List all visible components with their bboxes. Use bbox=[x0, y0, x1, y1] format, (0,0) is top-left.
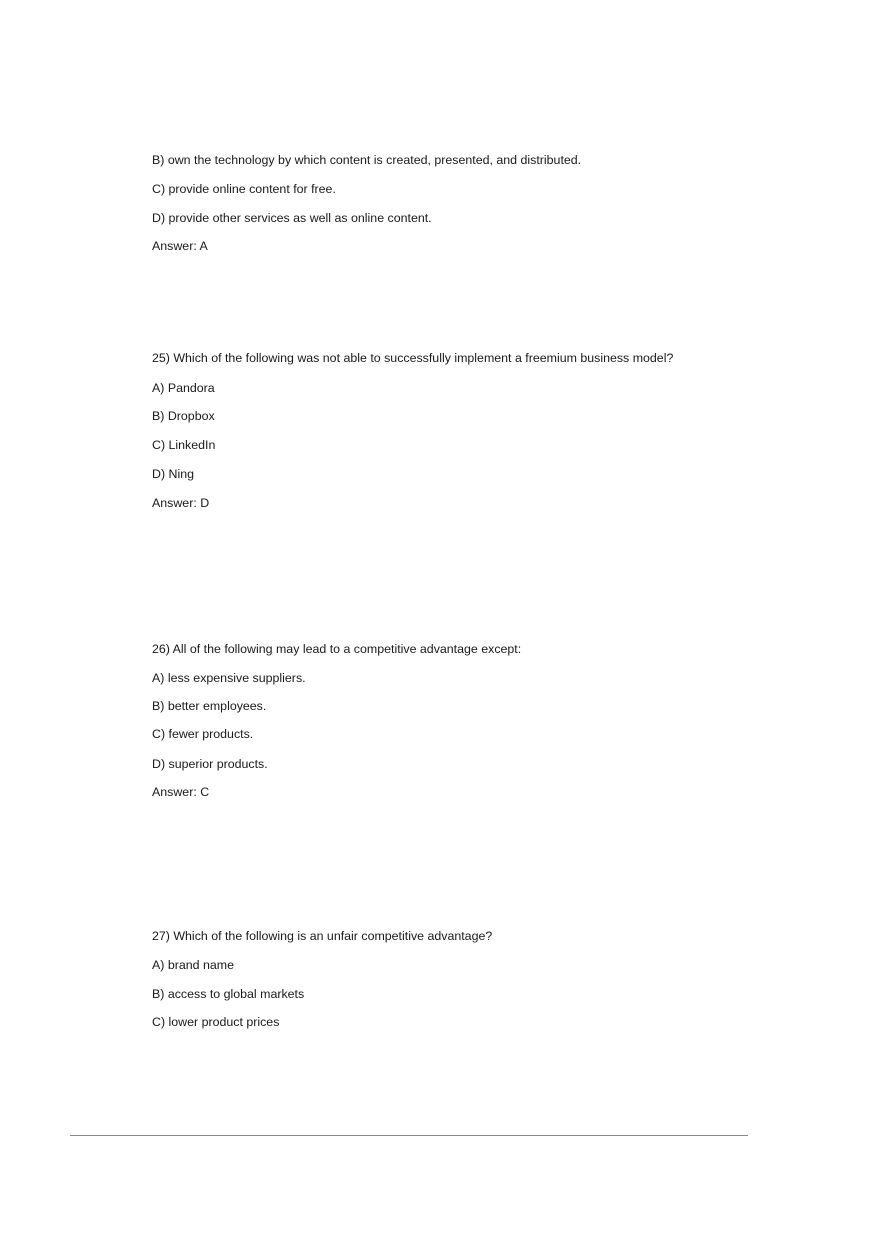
option-d: D) Ning bbox=[152, 467, 194, 481]
option-c: C) LinkedIn bbox=[152, 438, 216, 452]
option-d: D) superior products. bbox=[152, 757, 268, 771]
option-a: A) brand name bbox=[152, 958, 234, 972]
answer: Answer: C bbox=[152, 785, 210, 799]
question-27: 27) Which of the following is an unfair competitive advantage? bbox=[152, 929, 493, 943]
question-26: 26) All of the following may lead to a competitive advantage except: bbox=[152, 642, 522, 656]
option-c: C) lower product prices bbox=[152, 1015, 280, 1029]
answer: Answer: A bbox=[152, 239, 208, 253]
footer-divider bbox=[70, 1135, 748, 1136]
option-d: D) provide other services as well as online content. bbox=[152, 211, 432, 225]
option-a: A) less expensive suppliers. bbox=[152, 671, 306, 685]
question-25: 25) Which of the following was not able to successfully implement a freemium business model? bbox=[152, 351, 674, 365]
option-a: A) Pandora bbox=[152, 381, 215, 395]
option-b: B) own the technology by which content is created, presented, and distributed. bbox=[152, 153, 582, 167]
option-c: C) fewer products. bbox=[152, 727, 254, 741]
option-b: B) Dropbox bbox=[152, 409, 215, 423]
option-b: B) access to global markets bbox=[152, 987, 305, 1001]
option-c: C) provide online content for free. bbox=[152, 182, 336, 196]
answer: Answer: D bbox=[152, 496, 210, 510]
option-b: B) better employees. bbox=[152, 699, 267, 713]
